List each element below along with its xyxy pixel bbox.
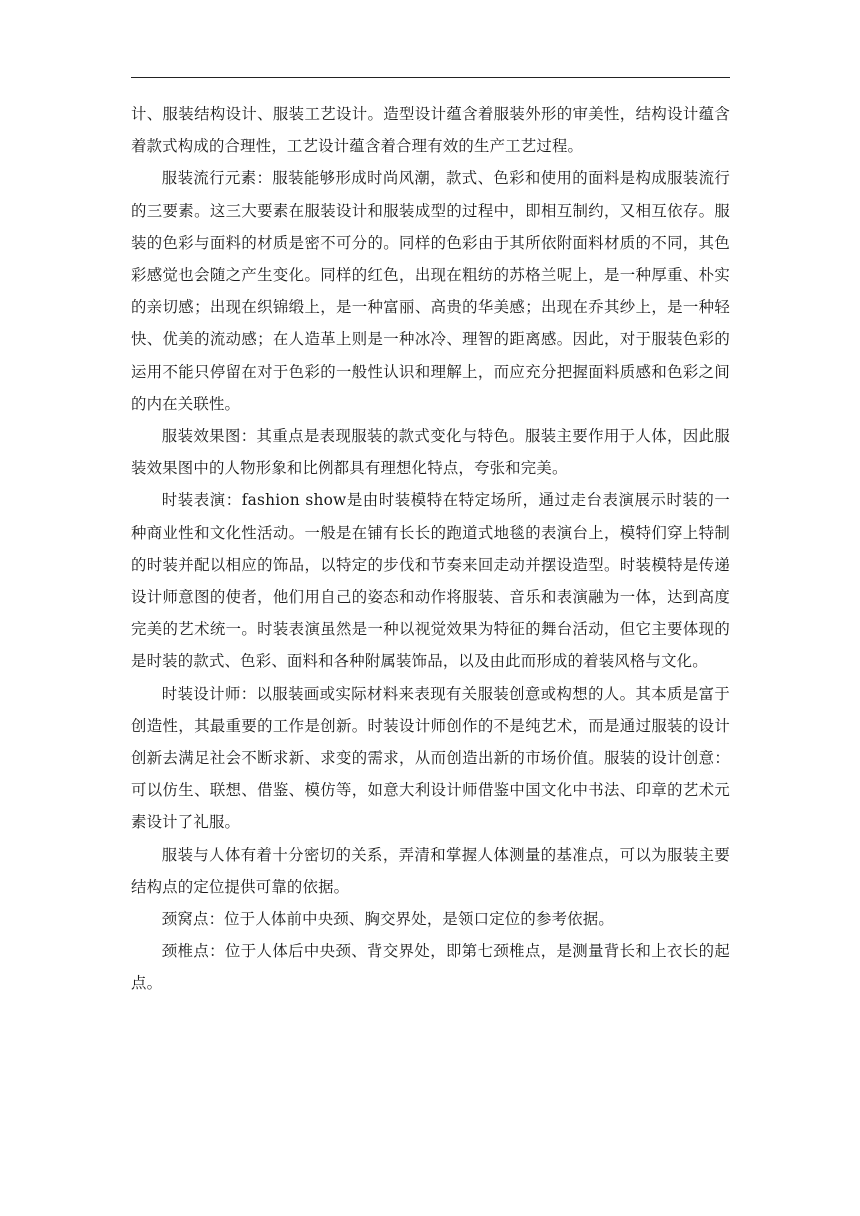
paragraph-fashion-designer: 时装设计师：以服装画或实际材料来表现有关服装创意或构想的人。其本质是富于创造性，其最重要的工作是创新。时装设计师创作的不是纯艺术，而是通过服装的设计创新去满足社会不断求新、求变的需求，从而创造出新的市场价值。服装的设计创意：可以仿生、联想、借鉴、模仿等，如意大利设计师借鉴中国文化中书法、印章的艺术元素设计了礼服。 [131, 684, 730, 832]
paragraph-structure-design: 计、服装结构设计、服装工艺设计。造型设计蕴含着服装外形的审美性，结构设计蕴含着款式构成的合理性，工艺设计蕴含着合理有效的生产工艺过程。 [131, 105, 730, 156]
paragraph-neck-point-back: 颈椎点：位于人体后中央颈、背交界处，即第七颈椎点，是测量背长和上衣长的起点。 [131, 942, 730, 993]
paragraph-fashion-trend-elements: 服装流行元素：服装能够形成时尚风潮，款式、色彩和使用的面料是构成服装流行的三要素。这三大要素在服装设计和服装成型的过程中，即相互制约，又相互依存。服装的色彩与面料的材质是密不可分的。同样的色彩由于其所依附面料材质的不同，其色彩感觉也会随之产生变化。同样的红色，出现在粗纺的苏格兰呢上，是一种厚重、朴实的亲切感；出现在织锦缎上，是一种富丽、高贵的华美感；出现在乔其纱上，是一种轻快、优美的流动感；在人造革上则是一种冰冷、理智的距离感。因此，对于服装色彩的运用不能只停留在对于色彩的一般性认识和理解上，而应充分把握面料质感和色彩之间的内在关联性。 [131, 169, 730, 413]
header-rule [131, 77, 730, 78]
paragraph-body-measurement: 服装与人体有着十分密切的关系，弄清和掌握人体测量的基准点，可以为服装主要结构点的定位提供可靠的依据。 [131, 845, 730, 896]
paragraph-neck-point-front: 颈窝点：位于人体前中央颈、胸交界处，是领口定位的参考依据。 [161, 910, 614, 929]
body-text [131, 98, 730, 1000]
paragraph-fashion-illustration: 服装效果图：其重点是表现服装的款式变化与特色。服装主要作用于人体，因此服装效果图中的人物形象和比例都具有理想化特点，夸张和完美。 [131, 427, 730, 478]
paragraph-fashion-show: 时装表演：fashion show是由时装模特在特定场所，通过走台表演展示时装的一种商业性和文化性活动。一般是在铺有长长的跑道式地毯的表演台上，模特们穿上特制的时装并配以相应的饰品，以特定的步伐和节奏来回走动并摆设造型。时装模特是传递设计师意图的使者，他们用自己的姿态和动作将服装、音乐和表演融为一体，达到高度完美的艺术统一。时装表演虽然是一种以视觉效果为特征的舞台活动，但它主要体现的是时装的款式、色彩、面料和各种附属装饰品，以及由此而形成的着装风格与文化。 [131, 491, 730, 671]
